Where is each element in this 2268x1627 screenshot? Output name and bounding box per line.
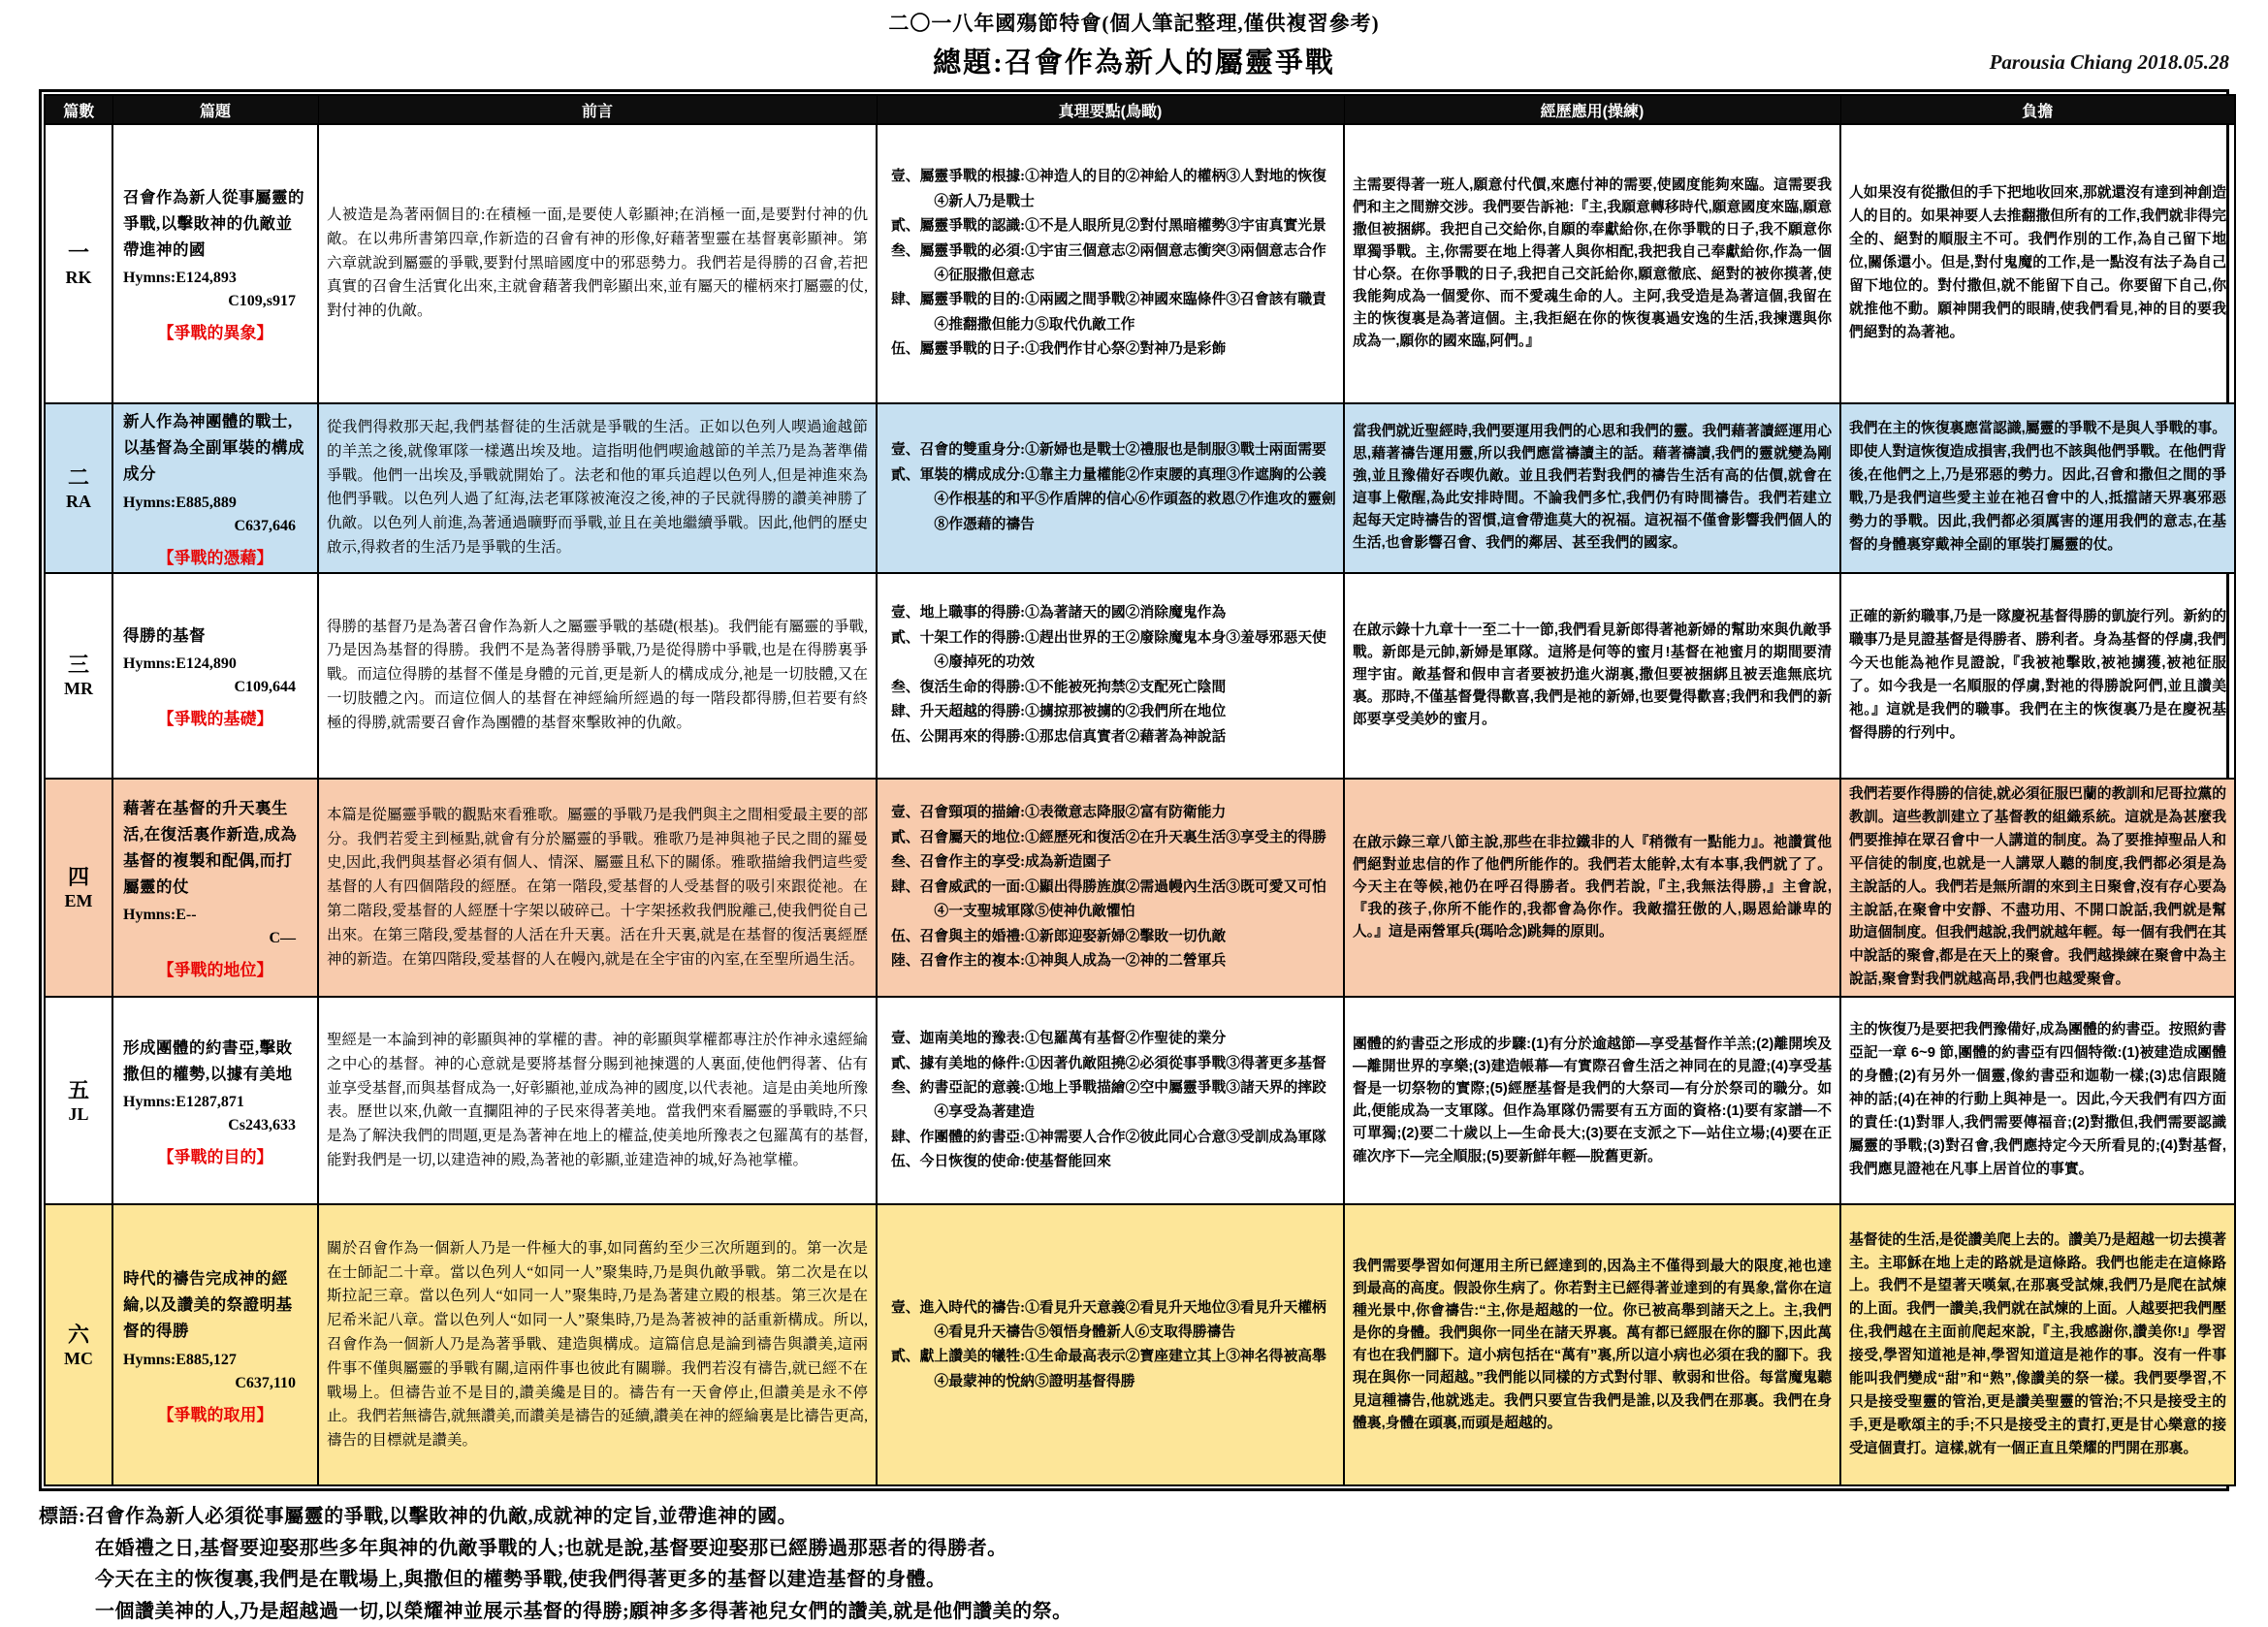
author-signature: Parousia Chiang 2018.05.28 — [1989, 50, 2229, 74]
application-text: 我們需要學習如何運用主所已經達到的,因為主不僅得到最大的限度,祂也達到最高的高度。假設你生病了。你若對主已經得著並達到的有異象,當你在這種光景中,你會禱告:“主,你是超越的一位。你已被高舉到諸天之上。主,我們是你的身體。我們與你一同坐在諸天界裏。萬有都已經服在你的腳下,因此萬有也在我們腳下。這小病包括在“萬有”裏,所以這小病也必須在我的腳下。我現在與你一同超越。”我們能以同樣的方式對付罪、軟弱和世俗。每當魔鬼聽見這種禱告,他就逃走。我們只要宣告我們是誰,以及我們在那裏。我們在身體裏,身體在頭裏,而頭是超越的。 — [1353, 1259, 1832, 1431]
cell-title-3 — [112, 573, 318, 779]
message-title: 形成團體的約書亞,擊敗撒但的權勢,以據有美地 — [123, 1037, 293, 1083]
cell-points-6 — [877, 1204, 1344, 1485]
cell-application-3 — [1344, 573, 1840, 779]
cell-foreword-4 — [318, 779, 877, 998]
cell-foreword-5 — [318, 997, 877, 1204]
application-text: 在啟示錄三章八節主說,那些在非拉鐵非的人『稍微有一點能力』。祂讚賞他們絕對並忠信的作了他們所能作的。我們若太能幹,太有本事,我們就了了。今天主在等候,祂仍在呼召得勝者。我們若說,『主,我無法得勝,』主會說,『我的孩子,你所不能作的,我都會為你作。我敵擋狂傲的人,賜恩給謙卑的人。』這是兩營軍兵(瑪哈念)跳舞的原則。 — [1353, 834, 1832, 941]
cell-burden-5 — [1840, 997, 2235, 1204]
message-code: EM — [64, 891, 93, 911]
cell-number-1 — [45, 124, 112, 403]
battle-tag: 【爭戰的取用】 — [157, 1405, 273, 1424]
cell-foreword-6 — [318, 1204, 877, 1485]
cell-application-6 — [1344, 1204, 1840, 1485]
hymn-numbers: Hymns:E885,889 C637,646 — [123, 494, 296, 534]
cell-number-3 — [45, 573, 112, 779]
burden-text: 基督徒的生活,是從讚美爬上去的。讚美乃是超越一切去摸著主。主耶穌在地上走的路就是這條路。我們也能走在這條路上。我們不是望著天嘆氣,在那裏受試煉,我們乃是爬在試煉的上面。我們一讚美,我們就在試煉的上面。人越要把我們壓住,我們越在主面前爬起來說,『主,我感謝你,讚美你!』學習接受,學習知道祂是神,學習知道這是祂作的事。沒有一件事能叫我們變成“甜”和“熟”,像讚美的祭一樣。我們要學習,不只是接受聖靈的管治,更是讚美聖靈的管治;不只是接受主的手,更是歌頌主的手;不只是接受主的責打,更是甘心樂意的接受這個責打。這樣,就有一個正直且榮耀的門開在那裏。 — [1849, 1231, 2226, 1457]
cell-title-6 — [112, 1204, 318, 1485]
cell-number-4 — [45, 779, 112, 998]
slogan-line: 今天在主的恢復裏,我們是在戰場上,與撒但的權勢爭戰,使我們得著更多的基督以建造基督的身體。 — [95, 1569, 946, 1591]
cell-title-1 — [112, 124, 318, 403]
message-number: 五 — [67, 1077, 89, 1102]
hymn-numbers: Hymns:E124,893 C109,s917 — [123, 270, 296, 310]
col-header-foreword: 前言 — [318, 95, 877, 124]
slogan-line: 在婚禮之日,基督要迎娶那些多年與神的仇敵爭戰的人;也就是說,基督要迎娶那已經勝過那惡者的得勝者。 — [95, 1537, 1007, 1559]
cell-burden-4 — [1840, 779, 2235, 998]
cell-title-5 — [112, 997, 318, 1204]
cell-points-1 — [877, 124, 1344, 403]
foreword-text: 關於召會作為一個新人乃是一件極大的事,如同舊約至少三次所題到的。第一次是在士師記二十章。當以色列人“如同一人”聚集時,乃是與仇敵爭戰。第二次是在以斯拉記三章。當以色列人“如同一人”聚集時,乃是為著建立殿的根基。第三次是在尼希米記八章。當以色列人“如同一人”聚集時,乃是為著被神的話重新構成。所以,召會作為一個新人乃是為著爭戰、建造與構成。這篇信息是論到禱告與讚美,這兩件事不僅與屬靈的爭戰有關,這兩件事也彼此有關聯。我們若沒有禱告,就已經不在戰場上。但禱告並不是目的,讚美纔是目的。禱告有一天會停止,但讚美是永不停止。我們若無禱告,就無讚美,而讚美是禱告的延續,讚美在神的經綸裏是比禱告更高,禱告的目標就是讚美。 — [327, 1239, 869, 1450]
cell-burden-1 — [1840, 124, 2235, 403]
cell-foreword-2 — [318, 403, 877, 573]
battle-tag: 【爭戰的地位】 — [157, 961, 273, 980]
message-row-4 — [45, 779, 2235, 998]
table-header-row — [45, 95, 2235, 124]
message-title: 召會作為新人從事屬靈的爭戰,以擊敗神的仇敵並帶進神的國 — [123, 187, 304, 260]
hymn-numbers: Hymns:E-- C— — [123, 907, 296, 947]
cell-foreword-3 — [318, 573, 877, 779]
cell-burden-3 — [1840, 573, 2235, 779]
cell-points-4 — [877, 779, 1344, 998]
col-header-title: 篇題 — [112, 95, 318, 124]
burden-text: 主的恢復乃是要把我們豫備好,成為團體的約書亞。按照約書亞記一章 6~9 節,團體的約書亞有四個特徵:(1)被建造成團體的身體;(2)有另外一個靈,像約書亞和迦勒一樣;(3)忠信跟隨神的話;(4)在神的行動上與神是一。因此,今天我們有四方面的責任:(1)對罪人,我們需要傳福音;(2)對撒但,我們需要認識屬靈的爭戰;(3)對召會,我們應持定今天所看見的;(4)對基督,我們應見證祂在凡事上居首位的事實。 — [1849, 1022, 2226, 1178]
cell-points-5 — [877, 997, 1344, 1204]
cell-title-2 — [112, 403, 318, 573]
cell-number-6 — [45, 1204, 112, 1485]
truth-points-list: 壹、迦南美地的豫表:①包羅萬有基督②作聖徒的業分 貳、據有美地的條件:①因著仇敵阻撓②必須從事爭戰③得著更多基督 叁、約書亞記的意義:①地上爭戰描繪②空中屬靈爭戰③諸天界的摔跤④享受為著建造 肆、作團體的約書亞:①神需要人合作②彼此同心合意③受訓成為軍隊 伍、今日恢復的使命:使基督能回來 — [891, 1031, 1326, 1170]
cell-points-3 — [877, 573, 1344, 779]
doc-subtitle: 二〇一八年國殤節特會(個人筆記整理,僅供複習參考) — [888, 12, 1380, 35]
hymn-numbers: Hymns:E885,127 C637,110 — [123, 1351, 296, 1391]
message-row-6 — [45, 1204, 2235, 1485]
truth-points-list: 壹、屬靈爭戰的根據:①神造人的目的②神給人的權柄③人對地的恢復④新人乃是戰士 貳、屬靈爭戰的認識:①不是人眼所見②對付黑暗權勢③宇宙真實光景 叁、屬靈爭戰的必須:①宇宙三個意志②兩個意志衝突③兩個意志合作④征服撒但意志 肆、屬靈爭戰的目的:①兩國之間爭戰②神國來臨條件③召會該有職責④推翻撒但能力⑤取代仇敵工作 伍、屬靈爭戰的日子:①我們作甘心祭②對神乃是彩飾 — [891, 169, 1326, 358]
message-title: 得勝的基督 — [123, 625, 206, 645]
message-row-2 — [45, 403, 2235, 573]
cell-burden-2 — [1840, 403, 2235, 573]
messages-table-frame — [39, 89, 2229, 1491]
battle-tag: 【爭戰的目的】 — [157, 1148, 273, 1167]
cell-application-4 — [1344, 779, 1840, 998]
burden-text: 我們若要作得勝的信徒,就必須征服巴蘭的教訓和尼哥拉黨的教訓。這些教訓建立了基督教的組織系統。這就是為甚麼我們要推掉在眾召會中一人講道的制度。為了要推掉聖品人和平信徒的制度,也就是一人講眾人聽的制度,我們都必須是為主說話的人。我們若是無所謂的來到主日聚會,沒有存心要為主說話,在聚會中安靜、不盡功用、不開口說話,我們就是幫助這個制度。但我們越說,我們就越年輕。每一個有我們在其中說話的聚會,都是在天上的聚會。我們越操練在聚會中為主說話,聚會對我們就越高昂,我們也越愛聚會。 — [1849, 785, 2226, 988]
message-code: JL — [68, 1104, 89, 1125]
col-header-number: 篇數 — [45, 95, 112, 124]
doc-title: 總題:召會作為新人的屬靈爭戰 — [933, 48, 1335, 79]
hymn-numbers: Hymns:E124,890 C109,644 — [123, 654, 296, 695]
message-row-3 — [45, 573, 2235, 779]
col-header-application: 經歷應用(操練) — [1344, 95, 1840, 124]
cell-title-4 — [112, 779, 318, 998]
foreword-text: 從我們得救那天起,我們基督徒的生活就是爭戰的生活。正如以色列人喫過逾越節的羊羔之後,就像軍隊一樣邁出埃及地。這指明他們喫逾越節的羊羔乃是為著準備爭戰。他們一出埃及,爭戰就開始了。法老和他的軍兵追趕以色列人,但是神進來為他們爭戰。以色列人過了紅海,法老軍隊被淹沒之後,神的子民就得勝的讚美神勝了仇敵。以色列人前進,為著通過曠野而爭戰,並且在美地繼續爭戰。因此,他們的歷史啟示,得救者的生活乃是爭戰的生活。 — [327, 418, 868, 556]
burden-text: 正確的新約職事,乃是一隊慶祝基督得勝的凱旋行列。新約的職事乃是見證基督是得勝者、勝利者。身為基督的俘虜,我們今天也能為祂作見證說,『我被祂擊敗,被祂擄獲,被祂征服了。如今我是一名順服的俘虜,對祂的得勝說阿們,並且讚美祂。』這就是我們的職事。我們在主的恢復裏乃是在慶祝基督得勝的行列中。 — [1849, 608, 2226, 741]
cell-burden-6 — [1840, 1204, 2235, 1485]
cell-points-2 — [877, 403, 1344, 573]
truth-points-list: 壹、進入時代的禱告:①看見升天意義②看見升天地位③看見升天權柄④看見升天禱告⑤領悟身體新人⑥支取得勝禱告 貳、獻上讚美的犧牲:①生命最高表示②寶座建立其上③神名得被高舉④最蒙神的悅納⑤證明基督得勝 — [891, 1299, 1326, 1389]
hymn-numbers: Hymns:E1287,871 Cs243,633 — [123, 1094, 296, 1134]
message-number: 一 — [67, 240, 89, 266]
message-code: MR — [64, 679, 93, 699]
cell-number-2 — [45, 403, 112, 573]
message-title: 新人作為神團體的戰士,以基督為全副軍裝的構成成分 — [123, 412, 304, 484]
application-text: 主需要得著一班人,願意付代價,來應付神的需要,使國度能夠來臨。這需要我們和主之間辦交涉。我們要告訴祂:『主,我願意轉移時代,願意國度來臨,願意撒但被捆綁。我把自己交給你,自願的奉獻給你,在你爭戰的日子,我不願意你單獨爭戰。主,你需要在地上得著人與你相配,我把我自己奉獻給你,作為一個甘心祭。在你爭戰的日子,我把自己交託給你,願意徹底、絕對的被你摸著,使我能夠成為一個愛你、而不愛魂生命的人。主阿,我受造是為著這個,我留在主的恢復裏是為著這個。主,我拒絕在你的恢復裏過安逸的生活,我揀選與你成為一,願你的國來臨,阿們。』 — [1353, 176, 1832, 350]
battle-tag: 【爭戰的憑藉】 — [157, 548, 273, 567]
slogans-section — [39, 1501, 2229, 1627]
foreword-text: 聖經是一本論到神的彰顯與神的掌權的書。神的彰顯與掌權都專注於作神永遠經綸之中心的基督。神的心意就是要將基督分賜到祂揀選的人裏面,使他們得著、佔有並享受基督,而與基督成為一,好彰顯祂,並成為神的國度,以代表祂。這是由美地所豫表。歷世以來,仇敵一直攔阻神的子民來得著美地。當我們來看屬靈的爭戰時,不只是為了解決我們的問題,更是為著神在地上的權益,使美地所豫表之包羅萬有的基督,能對我們是一切,以建造神的殿,為著祂的彰顯,並建造神的城,好為祂掌權。 — [327, 1031, 869, 1168]
cell-application-1 — [1344, 124, 1840, 403]
message-code: MC — [64, 1349, 93, 1369]
cell-number-5 — [45, 997, 112, 1204]
messages-table — [44, 94, 2236, 1486]
col-header-truth-points: 真理要點(鳥瞰) — [877, 95, 1344, 124]
foreword-text: 得勝的基督乃是為著召會作為新人之屬靈爭戰的基礎(根基)。我們能有屬靈的爭戰,乃是因為基督的得勝。我們不是為著得勝爭戰,乃是從得勝中爭戰,也是在得勝裏爭戰。而這位得勝的基督不僅是身體的元首,更是新人的構成成分,祂是一切肢體,又在一切肢體之內。而這位個人的基督在神經綸所經過的每一階段都得勝,但若要有終極的得勝,就需要召會作為團體的基督來擊敗神的仇敵。 — [327, 618, 868, 731]
message-row-5 — [45, 997, 2235, 1204]
col-header-burden: 負擔 — [1840, 95, 2235, 124]
message-number: 二 — [67, 464, 89, 490]
cell-application-2 — [1344, 403, 1840, 573]
message-number: 四 — [67, 864, 89, 889]
message-row-1 — [45, 124, 2235, 403]
slogan-line: 標語:召會作為新人必須從事屬靈的爭戰,以擊敗神的仇敵,成就神的定旨,並帶進神的國。 — [39, 1506, 798, 1528]
message-title: 時代的禱告完成神的經綸,以及讚美的祭證明基督的得勝 — [123, 1269, 293, 1341]
message-title: 藉著在基督的升天裏生活,在復活裏作新造,成為基督的複製和配偶,而打屬靈的仗 — [123, 798, 298, 897]
message-number: 三 — [67, 652, 89, 677]
foreword-text: 人被造是為著兩個目的:在積極一面,是要使人彰顯神;在消極一面,是要對付神的仇敵。在以弗所書第四章,作新造的召會有神的形像,好藉著聖靈在基督裏彰顯神。第六章就說到屬靈的爭戰,要對付黑暗國度中的邪惡勢力。我們若是得勝的召會,若把真實的召會生活實化出來,主就會藉著我們彰顯出來,並有屬天的權柄來打屬靈的仗,對付神的仇敵。 — [327, 207, 868, 320]
foreword-text: 本篇是從屬靈爭戰的觀點來看雅歌。屬靈的爭戰乃是我們與主之間相愛最主要的部分。我們若愛主到極點,就會有分於屬靈的爭戰。雅歌乃是神與祂子民之間的羅曼史,因此,我們與基督必須有個人、情深、屬靈且私下的關係。雅歌描繪我們這些愛基督的人有四個階段的經歷。在第一階段,愛基督的人受基督的吸引來跟從祂。在第二階段,愛基督的人經歷十字架以破碎己。十字架拯救我們脫離己,使我們從自己出來。在第三階段,愛基督的人活在升天裏。活在升天裏,就是在基督的復活裏經歷神的新造。在第四階段,愛基督的人在幔內,就是在全宇宙的內室,在至聖所過生活。 — [327, 806, 869, 968]
burden-text: 人如果沒有從撒但的手下把地收回來,那就還沒有達到神創造人的目的。如果神要人去推翻撒但所有的工作,我們就非得完全的、絕對的順服主不可。我們作別的工作,為自己留下地位,關係還小。但是,對付鬼魔的工作,是一點沒有法子為自己留下地位的。對付撒但,就不能留下自己。你要留下自己,你就推他不動。願神開我們的眼睛,使我們看見,神的目的要我們絕對的為著祂。 — [1849, 185, 2226, 340]
cell-foreword-1 — [318, 124, 877, 403]
application-text: 團體的約書亞之形成的步驟:(1)有分於逾越節—享受基督作羊羔;(2)離開埃及—離開世界的享樂;(3)建造帳幕—有實際召會生活之神同在的見證;(4)享受基督是一切祭物的實際;(5)經歷基督是我們的大祭司—有分於祭司的職分。如此,便能成為一支軍隊。但作為軍隊仍需要有五方面的資格:(1)要有家譜—不可單獨;(2)要二十歲以上—生命長大;(3)要在支派之下—站住立場;(4)要在正確次序下—完全順服;(5)要新鮮年輕—脫舊更新。 — [1353, 1037, 1832, 1164]
slogan-line: 一個讚美神的人,乃是超越過一切,以榮耀神並展示基督的得勝;願神多多得著祂兒女們的讚美,就是他們讚美的祭。 — [95, 1600, 1072, 1622]
document-header — [39, 8, 2229, 89]
cell-application-5 — [1344, 997, 1840, 1204]
message-number: 六 — [67, 1322, 89, 1347]
message-code: RK — [65, 267, 92, 287]
battle-tag: 【爭戰的基礎】 — [157, 709, 273, 728]
battle-tag: 【爭戰的異象】 — [157, 324, 273, 343]
truth-points-list: 壹、召會的雙重身分:①新婦也是戰士②禮服也是制服③戰士兩面需要 貳、軍裝的構成成分:①靠主力量權能②作束腰的真理③作遮胸的公義④作根基的和平⑤作盾牌的信心⑥作頭盔的救恩⑦作進攻的靈劍⑧作憑藉的禱告 — [891, 442, 1336, 532]
burden-text: 我們在主的恢復裏應當認識,屬靈的爭戰不是與人爭戰的事。即使人對這恢復造成損害,我們也不該與他們爭戰。在他們背後,在他們之上,乃是邪惡的勢力。因此,召會和撒但之間的爭戰,乃是我們這些愛主並在祂召會中的人,抵擋諸天界裏邪惡勢力的爭戰。因此,我們都必須厲害的運用我們的意志,在基督的身體裏穿戴神全副的軍裝打屬靈的仗。 — [1849, 421, 2226, 554]
message-code: RA — [66, 492, 91, 512]
truth-points-list: 壹、地上職事的得勝:①為著諸天的國②消除魔鬼作為 貳、十架工作的得勝:①趕出世界的王②廢除魔鬼本身③羞辱邪惡天使④廢掉死的功效 叁、復活生命的得勝:①不能被死拘禁②支配死亡陰間 肆、升天超越的得勝:①擄掠那被擄的②我們所在地位 伍、公開再來的得勝:①那忠信真實者②藉著為神說話 — [891, 605, 1326, 745]
truth-points-list: 壹、召會頸項的描繪:①表徵意志降服②富有防衛能力 貳、召會屬天的地位:①經歷死和復活②在升天裏生活③享受主的得勝 叁、召會作主的享受:成為新造園子 肆、召會威武的一面:①顯出得勝旌旗②需過幔內生活③既可愛又可怕④一支聖城軍隊⑤使神仇敵懼怕 伍、召會與主的婚禮:①新郎迎娶新婦②擊敗一切仇敵 陸、召會作主的複本:①神與人成為一②神的二營軍兵 — [891, 805, 1326, 970]
application-text: 當我們就近聖經時,我們要運用我們的心思和我們的靈。我們藉著讀經運用心思,藉著禱告運用靈,所以我們應當禱讀主的話。藉著禱讀,我們的靈就變為剛強,並且豫備好吞喫仇敵。並且我們若對我們的禱告生活有高的估價,就會在這事上儆醒,為此安排時間。不論我們多忙,我們仍有時間禱告。我們若建立起每天定時禱告的習慣,這會帶進莫大的祝福。這祝福不僅會影響我們個人的生活,也會影響召會、我們的鄰居、甚至我們的國家。 — [1353, 424, 1832, 552]
application-text: 在啟示錄十九章十一至二十一節,我們看見新郎得著祂新婦的幫助來與仇敵爭戰。新郎是元帥,新婦是軍隊。這將是何等的蜜月!基督在祂蜜月的期間要清理宇宙。敵基督和假申言者要被扔進火湖裏,撒但要被捆綁且被丟進無底坑裏。那時,不僅基督覺得歡喜,我們是祂的新婦,也要覺得歡喜;我們和我們的新郎要享受美妙的蜜月。 — [1353, 622, 1832, 728]
